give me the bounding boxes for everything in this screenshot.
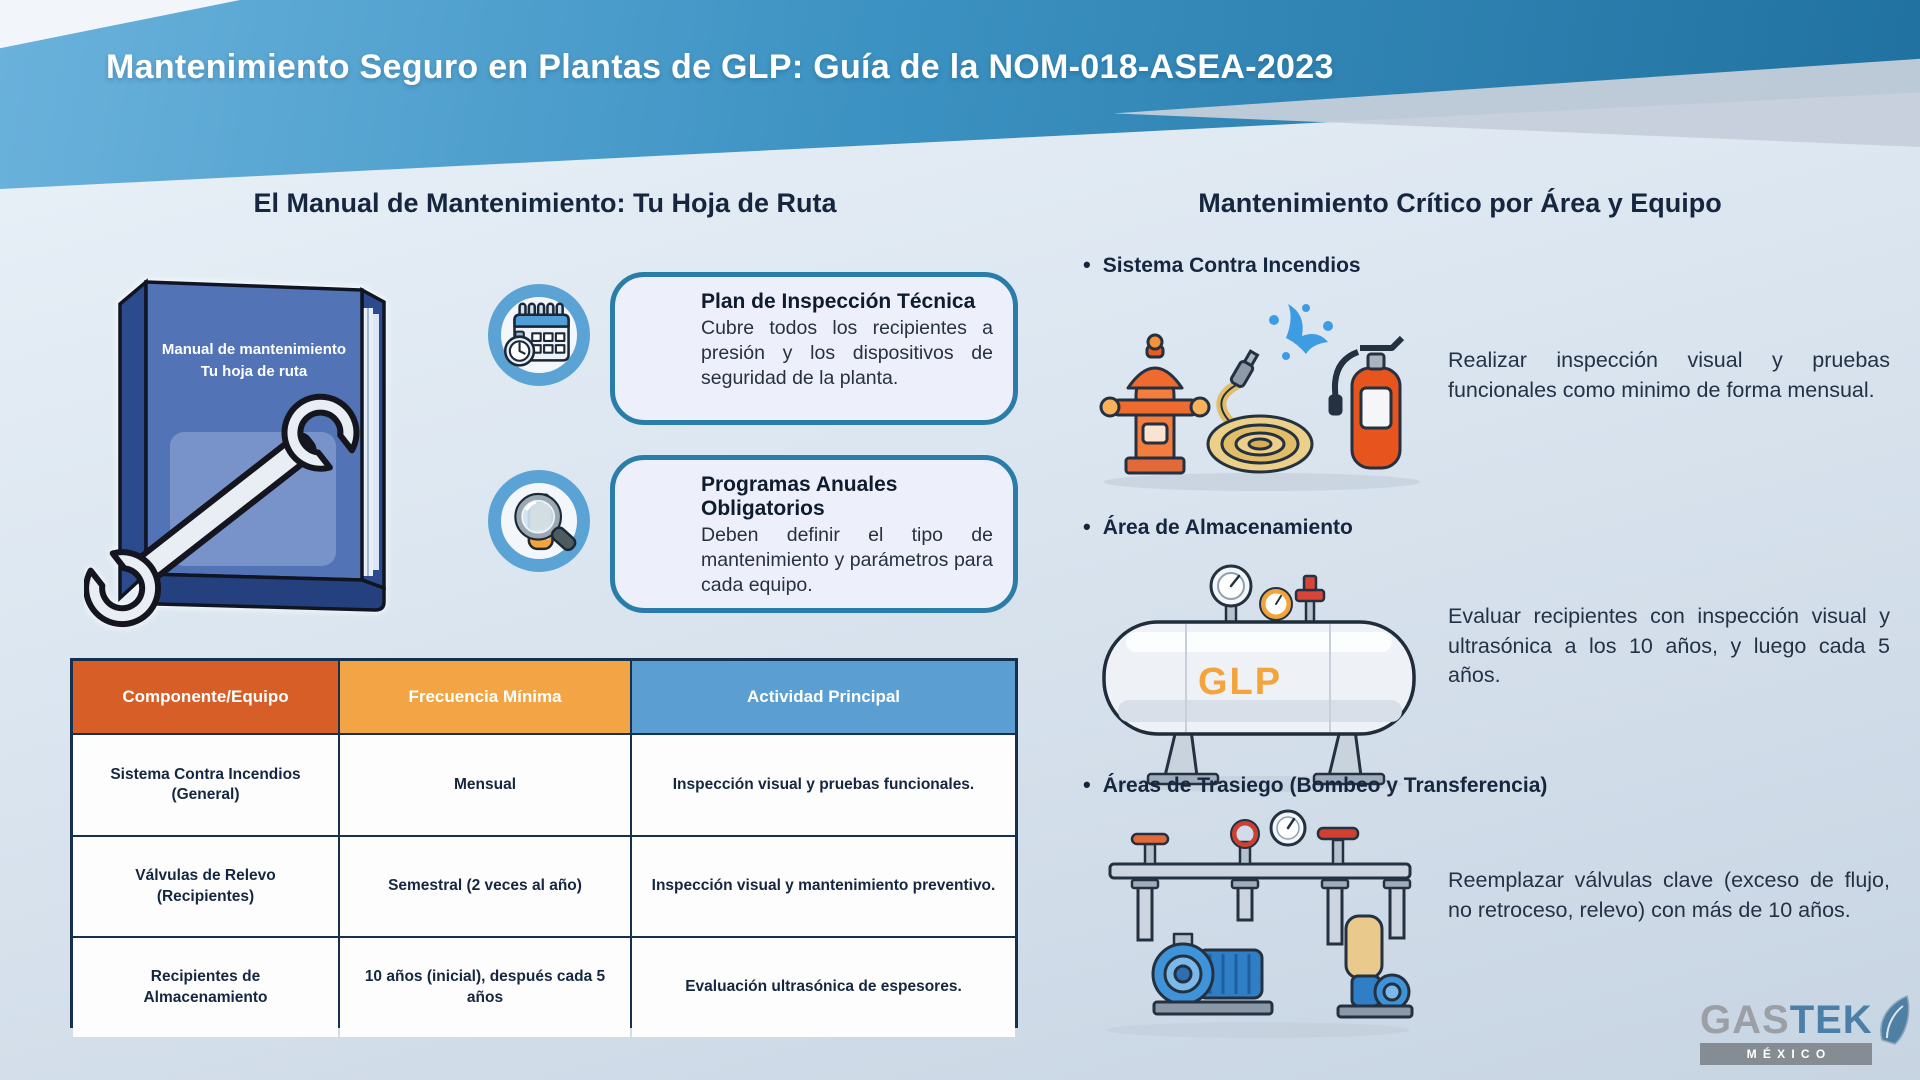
svg-text:Tu hoja de ruta: Tu hoja de ruta	[200, 363, 308, 380]
calendar-stopwatch-icon	[488, 284, 590, 386]
callout-body: Deben definir el tipo de mantenimiento y parámetros para cada equipo.	[701, 524, 993, 596]
left-section-title: El Manual de Mantenimiento: Tu Hoja de Ruta	[253, 188, 837, 218]
table-cell: Válvulas de Relevo (Recipientes)	[73, 837, 338, 936]
table-cell: Mensual	[340, 735, 630, 835]
maintenance-table	[70, 658, 1018, 1028]
logo-tek-text: TEK	[1789, 998, 1873, 1042]
table-cell: Evaluación ultrasónica de espesores.	[632, 938, 1015, 1037]
table-header-activity: Actividad Principal	[632, 661, 1015, 733]
water-splash-icon	[1269, 304, 1333, 360]
table-cell: Inspección visual y pruebas funcionales.	[632, 735, 1015, 835]
callout-annual-programs	[610, 455, 1018, 613]
callout-body: Cubre todos los recipientes a presión y los dispositivos de seguridad de la planta.	[701, 317, 993, 389]
bullet-storage-area: • Área de Almacenamiento	[1083, 514, 1353, 539]
bullet-dot: •	[1083, 514, 1091, 539]
table-cell: Inspección visual y mantenimiento preventivo.	[632, 837, 1015, 936]
table-header-frequency: Frecuencia Mínima	[340, 661, 630, 733]
magnifier-cylinder-icon	[488, 470, 590, 572]
glp-tank-label: GLP	[1198, 661, 1283, 703]
transfer-areas-paragraph: Reemplazar válvulas clave (exceso de flujo, no retroceso, relevo) con más de 10 años.	[1448, 868, 1890, 922]
table-cell: Semestral (2 veces al año)	[340, 837, 630, 936]
logo-country-bar: MÉXICO	[1700, 1043, 1872, 1065]
fire-system-paragraph: Realizar inspección visual y pruebas funcionales como minimo de forma mensual.	[1448, 348, 1890, 402]
callout-title: Plan de Inspección Técnica	[701, 290, 976, 313]
storage-area-paragraph: Evaluar recipientes con inspección visual y ultrasónica a los 10 años, y luego cada 5 años.	[1448, 604, 1890, 688]
table-cell: 10 años (inicial), después cada 5 años	[340, 938, 630, 1037]
logo-gas-text: GAS	[1700, 998, 1790, 1042]
svg-text:Manual de mantenimiento: Manual de mantenimiento	[161, 341, 347, 358]
table-cell: Sistema Contra Incendios (General)	[73, 735, 338, 835]
bullet-transfer-areas: • Áreas de Trasiego (Bombeo y Transferencia)	[1083, 772, 1548, 797]
table-header-component: Componente/Equipo	[73, 661, 338, 733]
bullet-fire-system: • Sistema Contra Incendios	[1083, 252, 1361, 277]
right-section-title: Mantenimiento Crítico por Área y Equipo	[1198, 188, 1722, 218]
fire-equipment-illustration	[1090, 292, 1435, 494]
book-with-wrench-illustration	[84, 238, 434, 638]
callout-inspection-plan	[610, 272, 1018, 425]
callout-title: Programas Anuales Obligatorios	[701, 473, 898, 520]
gastek-logo	[1700, 994, 1912, 1065]
flame-icon	[1875, 994, 1911, 1046]
page-title: Mantenimiento Seguro en Plantas de GLP: Guía de la NOM-018-ASEA-2023	[106, 48, 1334, 86]
bullet-dot: •	[1083, 772, 1091, 797]
bullet-dot: •	[1083, 252, 1091, 277]
pump-system-illustration	[1090, 800, 1430, 1040]
glp-tank-illustration	[1090, 548, 1430, 796]
table-cell: Recipientes de Almacenamiento	[73, 938, 338, 1037]
